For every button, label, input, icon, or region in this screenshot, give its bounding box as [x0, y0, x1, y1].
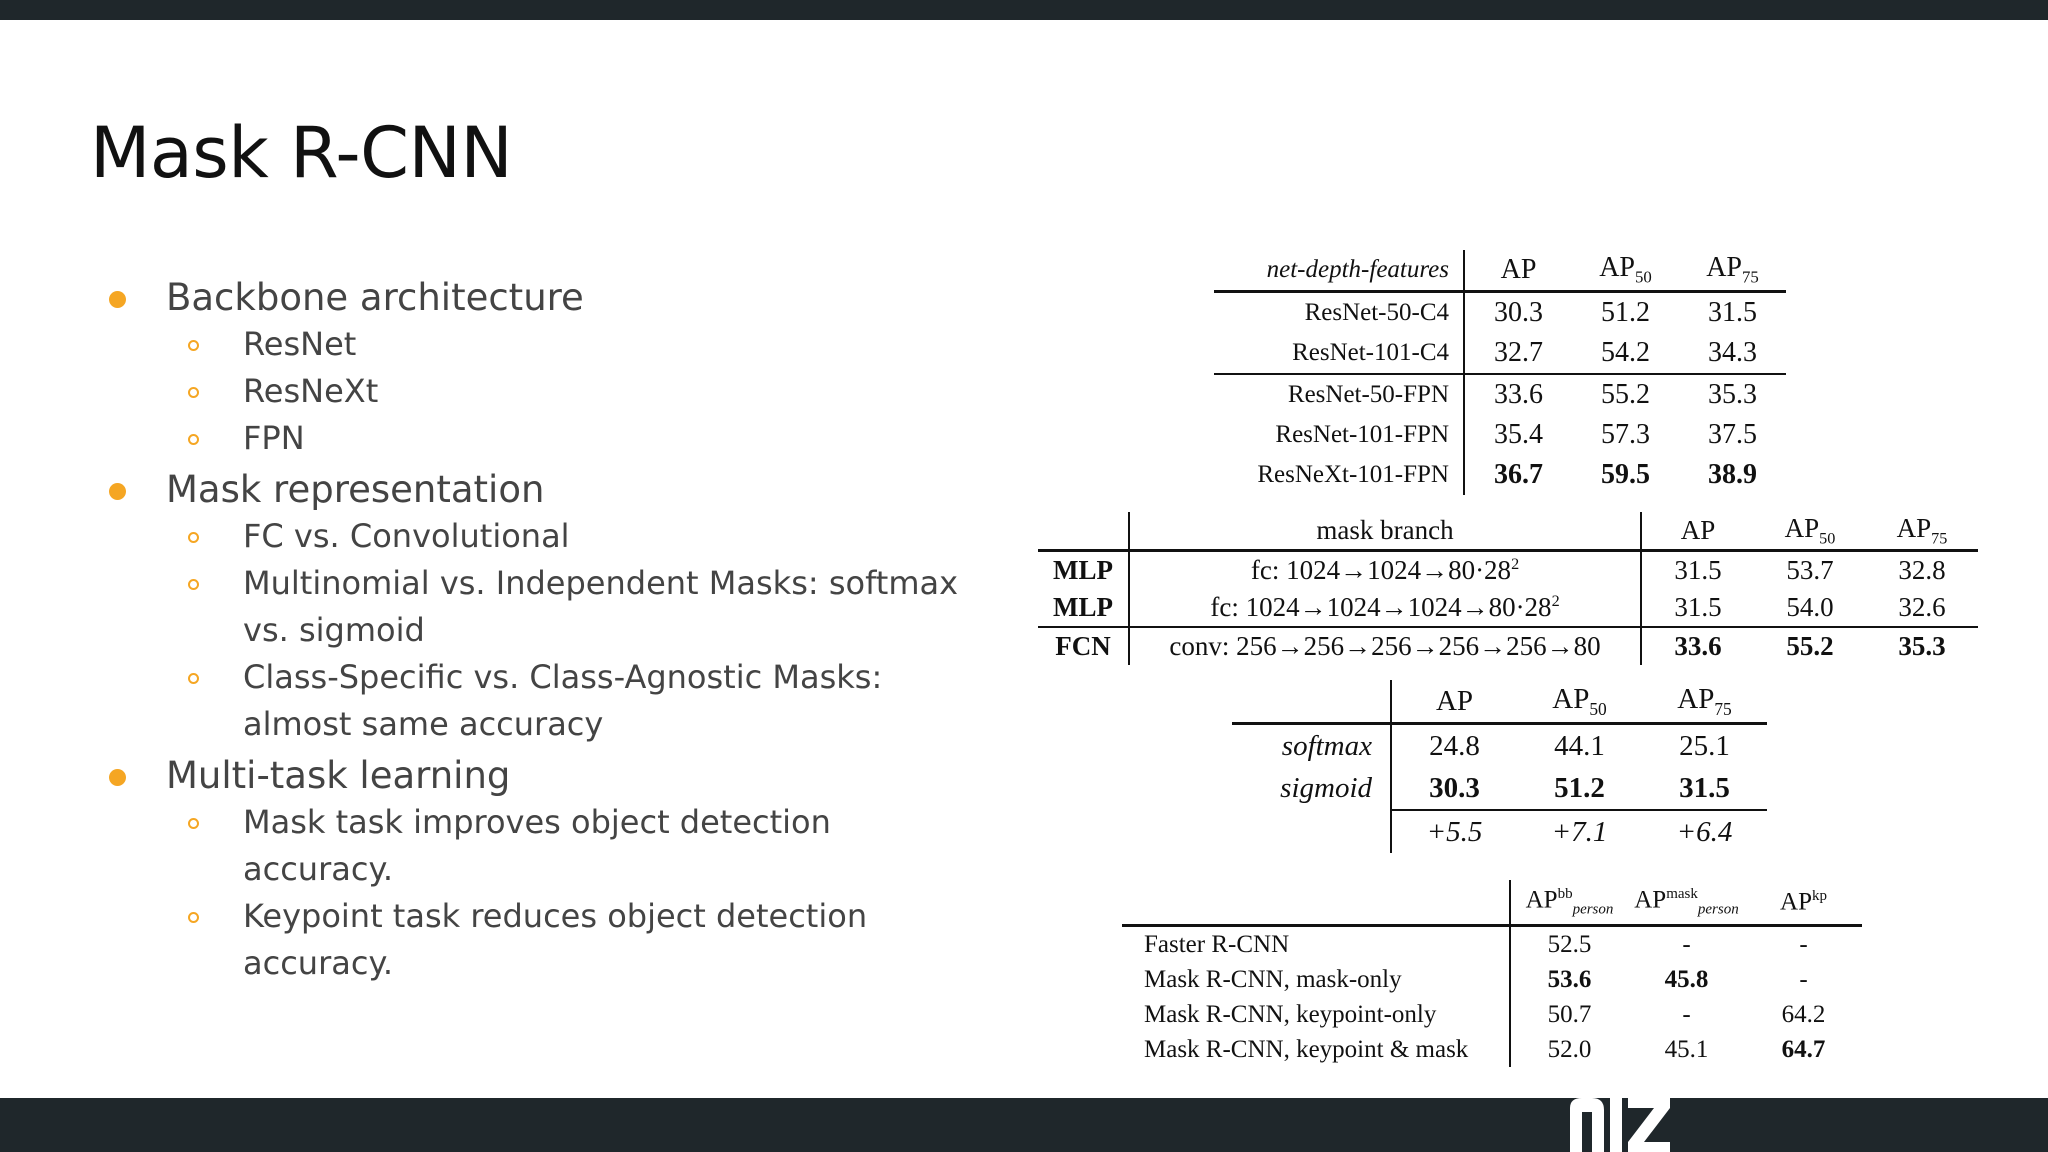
table-header-row [1232, 680, 1767, 724]
bullet-label: Mask representation [166, 468, 545, 511]
header-subscript: person [1572, 901, 1614, 918]
header-text: AP [1552, 682, 1590, 715]
cell: +7.1 [1517, 810, 1642, 853]
branch-text: conv: 256→256→256→256→256→80 [1169, 631, 1601, 661]
header-cell [1464, 250, 1572, 292]
header-text: AP [1599, 252, 1635, 284]
header-subscript: 50 [1589, 698, 1607, 719]
header-cell [1517, 680, 1642, 724]
bullet-label: Multi-task learning [166, 754, 511, 797]
cell: - [1682, 1000, 1691, 1028]
sub-bullet [100, 560, 980, 654]
cell: 64.7 [1781, 1035, 1826, 1063]
cell: 31.5 [1674, 555, 1722, 585]
sub-bullet [100, 368, 980, 415]
header-cell [1122, 880, 1510, 926]
row-label: ResNeXt-101-FPN [1214, 455, 1464, 495]
cell: 30.3 [1429, 771, 1480, 804]
table-row [1038, 589, 1978, 627]
bullet-list [100, 270, 980, 987]
row-label: Faster R-CNN [1122, 926, 1510, 963]
header-cell [1232, 680, 1391, 724]
branch-superscript: 2 [1511, 555, 1520, 573]
cell: 44.1 [1554, 729, 1605, 762]
branch-cell [1129, 627, 1641, 665]
cell: 59.5 [1601, 459, 1650, 490]
table-row [1122, 1032, 1862, 1067]
header-superscript: kp [1811, 887, 1827, 904]
cell: 31.5 [1679, 771, 1730, 804]
row-label [1232, 810, 1391, 853]
table-row [1122, 997, 1862, 1032]
header-cell [1642, 680, 1767, 724]
header-text: AP [1896, 512, 1932, 543]
cell: +5.5 [1391, 810, 1517, 853]
bullet-label: Backbone architecture [166, 276, 584, 319]
cell: 54.2 [1601, 337, 1650, 368]
sub-bullet [100, 321, 980, 368]
cell: +6.4 [1642, 810, 1767, 853]
cell: 52.5 [1547, 930, 1592, 958]
top-bar [0, 0, 2048, 20]
row-label: softmax [1232, 724, 1391, 768]
table-row [1214, 333, 1786, 374]
branch-text: fc: 1024→1024→1024→80·28 [1210, 592, 1552, 622]
cell: 52.0 [1547, 1035, 1592, 1063]
cell: - [1799, 930, 1808, 958]
bullet-mask-representation [100, 466, 980, 513]
header-text: AP [1634, 886, 1667, 914]
sub-bullet-ring-icon [188, 532, 199, 543]
sub-bullet-text: Keypoint task reduces object detection accuracy. [243, 897, 868, 982]
sub-bullet-text: Class-Specific vs. Class-Agnostic Masks: almost same accuracy [243, 658, 883, 743]
header-text: AP [1677, 682, 1715, 715]
cell: 31.5 [1674, 592, 1722, 622]
cell: 35.3 [1866, 627, 1978, 665]
row-kind: MLP [1038, 551, 1129, 590]
sub-bullet [100, 415, 980, 462]
row-label: ResNet-50-FPN [1214, 374, 1464, 415]
sub-bullet-ring-icon [188, 387, 199, 398]
cell: 37.5 [1708, 419, 1757, 450]
table-row [1232, 724, 1767, 768]
cell: 24.8 [1429, 729, 1480, 762]
softmax-sigmoid-table [1232, 680, 1767, 853]
cell: - [1799, 965, 1808, 993]
cell: 36.7 [1494, 459, 1543, 490]
header-subscript: 50 [1819, 529, 1836, 548]
table-row [1214, 292, 1786, 334]
branch-text: fc: 1024→1024→80·28 [1250, 555, 1512, 585]
table-row [1038, 551, 1978, 590]
row-kind: FCN [1038, 627, 1129, 665]
header-cell [1572, 250, 1679, 292]
row-label: ResNet-101-FPN [1214, 415, 1464, 455]
cell: 45.8 [1664, 965, 1709, 993]
header-subscript: 75 [1742, 267, 1759, 287]
sub-bullet-ring-icon [188, 340, 199, 351]
bullet-dot-icon [109, 483, 126, 500]
sub-bullet-text: Mask task improves object detection accuracy. [243, 803, 831, 888]
header-cell [1866, 512, 1978, 551]
cell: 55.2 [1572, 374, 1679, 415]
sub-bullet-ring-icon [188, 912, 199, 923]
branch-cell [1129, 551, 1641, 590]
table-row [1122, 962, 1862, 997]
table-header-row [1122, 880, 1862, 926]
header-cell [1641, 512, 1754, 551]
table-header-row [1038, 512, 1978, 551]
header-cell [1038, 512, 1129, 551]
cell: 53.7 [1786, 555, 1834, 585]
row-label: sigmoid [1232, 767, 1391, 810]
row-label: Mask R-CNN, keypoint & mask [1122, 1032, 1510, 1067]
sub-bullet-text: FPN [243, 419, 305, 457]
sub-bullet-ring-icon [188, 579, 199, 590]
sub-bullet-text: ResNeXt [243, 372, 379, 410]
header-text: AP [1780, 888, 1812, 916]
header-subscript: 75 [1714, 698, 1732, 719]
cell: - [1682, 930, 1691, 958]
cell: 31.5 [1708, 297, 1757, 328]
header-text: AP [1435, 684, 1474, 717]
header-text: AP [1500, 254, 1537, 285]
header-superscript: bb [1557, 885, 1573, 902]
row-label: Mask R-CNN, keypoint-only [1122, 997, 1510, 1032]
table-row [1214, 374, 1786, 415]
mask-branch-table [1038, 512, 1978, 665]
branch-superscript: 2 [1551, 592, 1560, 610]
header-cell: net-depth-features [1214, 250, 1464, 292]
cell: 54.0 [1786, 592, 1834, 622]
header-cell [1745, 880, 1862, 926]
table-header-row [1214, 250, 1786, 292]
header-text: AP [1784, 512, 1820, 543]
cell: 32.6 [1898, 592, 1946, 622]
cell: 32.8 [1898, 555, 1946, 585]
sub-bullet-ring-icon [188, 673, 199, 684]
header-text: AP [1525, 886, 1558, 914]
cell: 33.6 [1464, 374, 1572, 415]
sub-bullet-ring-icon [188, 434, 199, 445]
header-cell: mask branch [1129, 512, 1641, 551]
sub-bullet [100, 893, 980, 987]
cell: 35.3 [1679, 374, 1786, 415]
bottom-bar [0, 1098, 2048, 1152]
row-kind: MLP [1038, 589, 1129, 627]
cell: 53.6 [1547, 965, 1592, 993]
header-cell [1679, 250, 1786, 292]
cell: 50.7 [1547, 1000, 1592, 1028]
cell: 32.7 [1494, 337, 1543, 368]
sub-bullet [100, 513, 980, 560]
sub-bullet-text: Multinomial vs. Independent Masks: softmax vs. sigmoid [243, 564, 959, 649]
sub-bullet [100, 799, 980, 893]
header-cell [1754, 512, 1866, 551]
bullet-dot-icon [109, 291, 126, 308]
cell: 51.2 [1554, 771, 1605, 804]
cell: 64.2 [1781, 1000, 1826, 1028]
table-row [1214, 415, 1786, 455]
row-label: ResNet-50-C4 [1214, 292, 1464, 334]
header-text: AP [1706, 252, 1742, 284]
header-subscript: 50 [1635, 267, 1652, 287]
cell: 30.3 [1494, 297, 1543, 328]
sub-bullet [100, 654, 980, 748]
header-cell [1510, 880, 1628, 926]
cell: 25.1 [1679, 729, 1730, 762]
cell: 45.1 [1664, 1035, 1709, 1063]
table-row [1232, 810, 1767, 853]
table-row [1214, 455, 1786, 495]
multi-task-table [1122, 880, 1862, 1067]
cell: 57.3 [1601, 419, 1650, 450]
cell: 34.3 [1708, 337, 1757, 368]
sub-bullet-ring-icon [188, 818, 199, 829]
cell: 35.4 [1494, 419, 1543, 450]
header-subscript: person [1697, 901, 1739, 918]
table-row [1122, 926, 1862, 963]
cell: 38.9 [1708, 459, 1757, 490]
bullet-multi-task [100, 752, 980, 799]
header-cell [1628, 880, 1745, 926]
sub-bullet-text: ResNet [243, 325, 357, 363]
table-row [1232, 767, 1767, 810]
branch-cell [1129, 589, 1641, 627]
logo-icon [1566, 1094, 1676, 1152]
cell: 51.2 [1601, 297, 1650, 328]
header-text: AP [1680, 515, 1716, 545]
slide-title: Mask R-CNN [90, 112, 513, 194]
table-row [1038, 627, 1978, 665]
bullet-backbone [100, 274, 980, 321]
row-label: Mask R-CNN, mask-only [1122, 962, 1510, 997]
header-subscript: 75 [1931, 529, 1948, 548]
backbone-table [1214, 250, 1786, 495]
cell: 55.2 [1754, 627, 1866, 665]
bullet-dot-icon [109, 769, 126, 786]
cell: 33.6 [1641, 627, 1754, 665]
row-label: ResNet-101-C4 [1214, 333, 1464, 374]
header-cell [1391, 680, 1517, 724]
header-superscript: mask [1666, 885, 1698, 902]
sub-bullet-text: FC vs. Convolutional [243, 517, 570, 555]
